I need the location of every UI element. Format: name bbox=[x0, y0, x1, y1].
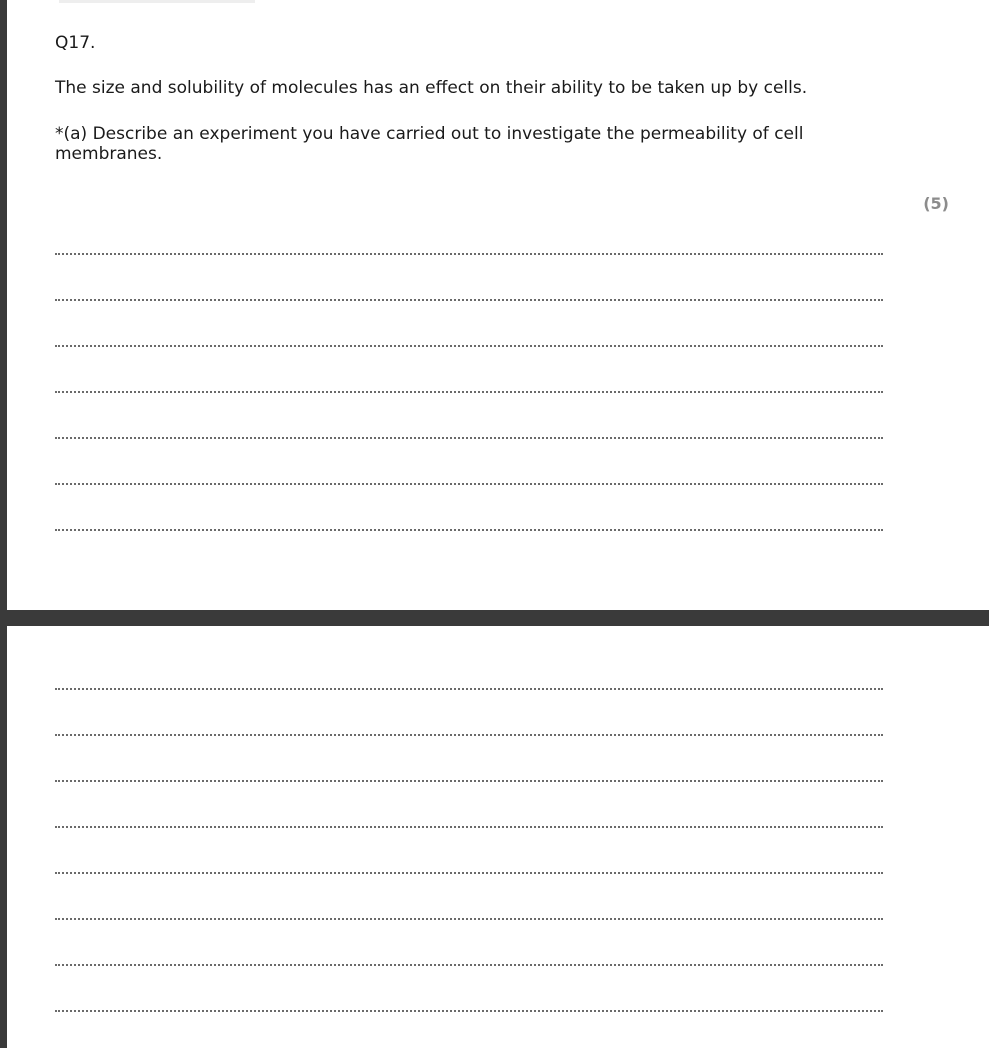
page-top-strip bbox=[59, 0, 255, 3]
marks-label: (5) bbox=[923, 194, 949, 213]
answer-line[interactable] bbox=[55, 391, 883, 393]
answer-line[interactable] bbox=[55, 253, 883, 255]
question-number: Q17. bbox=[55, 33, 96, 53]
exam-page-2 bbox=[7, 626, 989, 1048]
answer-line[interactable] bbox=[55, 918, 883, 920]
answer-line[interactable] bbox=[55, 872, 883, 874]
answer-line[interactable] bbox=[55, 437, 883, 439]
answer-line[interactable] bbox=[55, 826, 883, 828]
answer-line[interactable] bbox=[55, 780, 883, 782]
part-a-prompt: *(a) Describe an experiment you have carried out to investigate the permeability of cell membranes. bbox=[55, 124, 804, 164]
answer-line[interactable] bbox=[55, 964, 883, 966]
answer-line[interactable] bbox=[55, 345, 883, 347]
answer-line[interactable] bbox=[55, 1010, 883, 1012]
answer-line[interactable] bbox=[55, 483, 883, 485]
answer-line[interactable] bbox=[55, 688, 883, 690]
answer-line[interactable] bbox=[55, 529, 883, 531]
answer-line[interactable] bbox=[55, 734, 883, 736]
exam-page-1 bbox=[7, 0, 989, 610]
question-intro: The size and solubility of molecules has an effect on their ability to be taken up by cells. bbox=[55, 78, 808, 98]
answer-line[interactable] bbox=[55, 299, 883, 301]
